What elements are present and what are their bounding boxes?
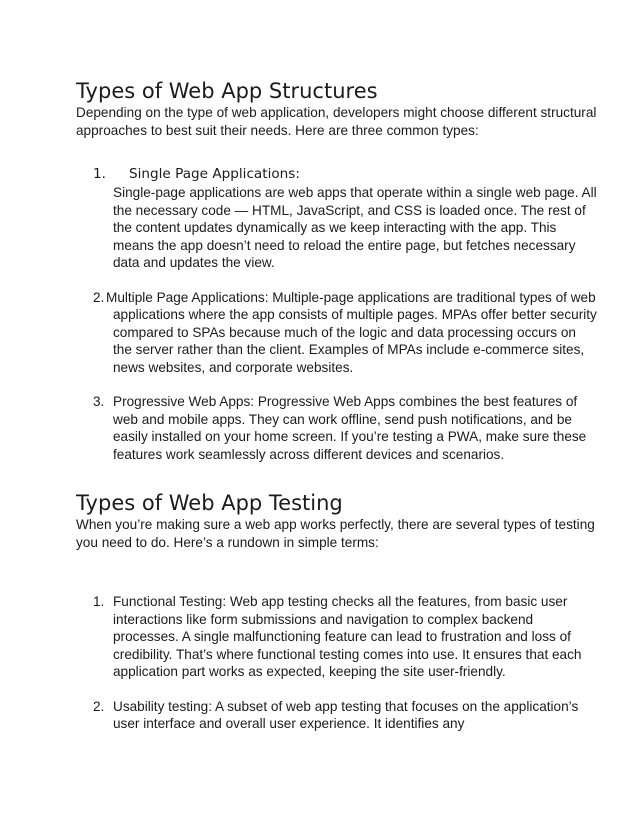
list-item-text: Progressive Web Apps: Progressive Web Apps combines the best features of web and mobile apps. They can work offline, send push notifications, and be easily installed on your home screen. If you’re testing a PWA, make sure these features work seamlessly across different devices and scenarios.: [113, 394, 587, 462]
list-item-number: 1.: [93, 166, 106, 182]
section-intro-testing: When you’re making sure a web app works perfectly, there are several types of testing you need to do. Here’s a rundown in simple terms:: [76, 517, 595, 550]
structures-list: [76, 164, 598, 463]
testing-list: [76, 593, 598, 733]
list-item-text: Single-page applications are web apps that operate within a single web page. All the necessary code — HTML, JavaScript, and CSS is loaded once. The rest of the content updates dynamically as we keep interacting with the app. This means the app doesn’t need to reload the entire page, but fetches necessary data and updates the view.: [113, 185, 597, 270]
list-item-title: Single Page Applications:: [129, 166, 300, 182]
section-testing: [76, 490, 598, 733]
list-item: [76, 393, 598, 463]
list-item-text: Functional Testing: Web app testing checks all the features, from basic user interactions like form submissions and navigation to complex backend processes. A single malfunctioning feature can lead to frustration and loss of credibility. That’s where functional testing comes into use. It ensures that each application part works as expected, keeping the site user-friendly.: [113, 594, 582, 679]
list-item-text: Multiple Page Applications: Multiple-page applications are traditional types of web applications where the app consists of multiple pages. MPAs offer better security compared to SPAs because much of the logic and data processing occurs on the server rather than the client. Examples of MPAs include e-commerce sites, news websites, and corporate websites.: [106, 289, 597, 375]
list-item-number: 3.: [93, 394, 105, 409]
list-item: [76, 289, 598, 377]
list-item: [76, 164, 598, 272]
section-intro-structures: Depending on the type of web application, developers might choose different structural approaches to best suit their needs. Here are three common types:: [76, 105, 597, 138]
section-heading-testing: Types of Web App Testing: [76, 491, 343, 515]
list-item-number: 2.: [93, 289, 105, 305]
section-heading-structures: Types of Web App Structures: [76, 79, 378, 103]
list-item-number: 1.: [93, 594, 105, 609]
list-item-text: Usability testing: A subset of web app testing that focuses on the application’s user interface and overall user experience. It identifies any: [113, 698, 579, 731]
list-item-number: 2.: [93, 698, 105, 714]
list-item: [76, 593, 598, 681]
list-item: [76, 698, 598, 733]
